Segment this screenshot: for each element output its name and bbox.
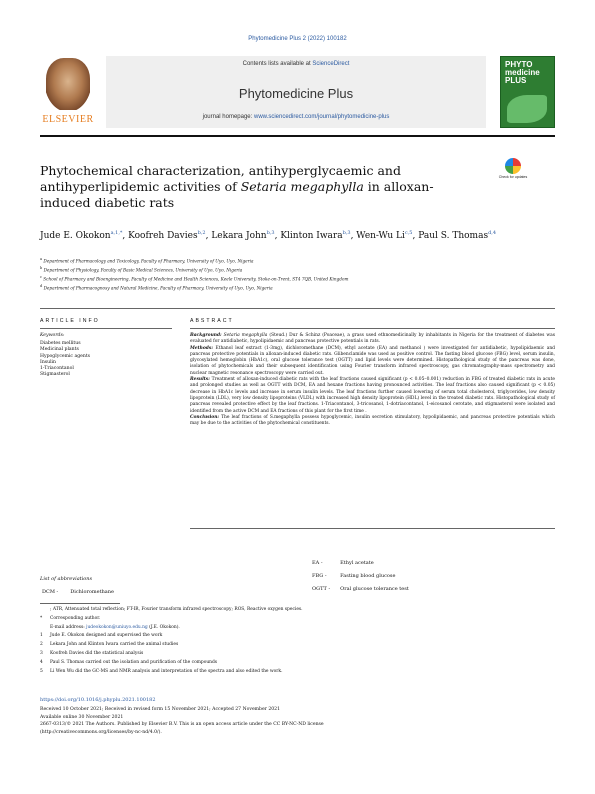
check-updates-icon [505,158,521,174]
cover-title: PHYTO medicine PLUS [505,60,540,85]
abbreviation-row: DCM - Dichloromethane [42,589,114,595]
keyword: Insulin [40,359,56,365]
keywords-title: Keywords: [40,333,65,338]
contents-line: Contents lists available at ScienceDirect [242,61,350,67]
journal-banner [106,56,486,128]
abstract-background: Background: Setaria megaphylla (Steud.) Dur & Schinz (Poaceae), a grass used ethnomedicinally by inhabitants in Nigeria for the treatment of diabetes was evaluated for antidiabetic, hypolipidaemic and pancreas protective potentials in rats. [190,333,555,345]
sciencedirect-link[interactable]: ScienceDirect [312,61,350,67]
keyword: Stigmasterol [40,372,70,378]
leaf-icon [507,95,547,123]
abbreviation-table-right [310,556,419,597]
homepage-line: journal homepage: www.sciencedirect.com/journal/phytomedicine-plus [202,114,390,120]
abstract-methods: Methods: Ethanol leaf extract (1-3mg), dichloromethane (DCM), ethyl acetate (EA) and methanol ) were investigated for antidiabetic, hypolipidaemic and pancreas protective potentials in alloxan-induced diabetic rats. Glibenclamide was used as positive control. The fasting blood glucose (FBG) level, serum insulin, glycosylated hemoglobin (HbA1c), oral glucose tolerance test (OGTT) and lipid levels were determined. Histopathological study of the pancreas was done, isolation of phytochemicals and their subsequent identification using Fourier transform infrared spectroscopy, gas chromatography-mass spectrometry and nuclear magnetic resonance spectroscopy were carried out. [190,345,555,376]
footnote-item: 5 Li Wen Wu did the GC-MS and NMR analysis and interpretation of the spectra and also edited the work. [40,668,283,674]
footnote-item: E-mail address: judeokokon@uniuyo.edu.ng (J.E. Okokon). [50,624,180,630]
journal-name: Phytomedicine Plus [238,86,354,101]
elsevier-wordmark: ELSEVIER [42,114,94,125]
elsevier-logo[interactable] [40,56,96,128]
publication-history [40,706,555,736]
abbreviation-row: FBG - Fasting blood glucose [312,573,396,579]
journal-header [40,56,555,132]
footnote-divider [40,603,120,604]
abstract-results: Results: Treatment of alloxan-induced diabetic rats with the leaf fractions caused significant (p < 0.05–0.001) reduction in FBG of treated diabetic rats in acute and prolonged studies as well as OGTT with DCM, EA and hexane fractions having pronounced activities. The leaf fractions also caused significant (p < 0.05) decrease in HbA1c levels and increase in serum insulin levels. The leaf fractions further caused lowering of serum total cholesterol, triglycerides, low density lipoprotein (LDL), very low density lipoproteins (VLDL) with increased high density lipoprotein (HDL) level in the treated diabetic rats. Histopathological study of pancreas revealed protective effect by the leaf fractions. 1-Triacontanol, 3-tricosanol, 1-dotriacontanol, 1-eicosanol cerotate, and stigmasterol were isolated and identified from the active DCM and EA fractions of this plant for the first time . [190,377,555,414]
license-url[interactable]: (http://creativecommons.org/licenses/by-nc-nd/4.0/). [40,729,162,735]
affiliation-item: $^c$ School of Pharmacy and Bioengineering, Faculty of Medicine and Health Sciences, Keele University, Stoke-on-Trent, ST4 7QB, United Kingdom [40,274,349,282]
abstract-body [190,333,555,427]
footnote-item: 3 Koofreh Davies did the statistical analysis [40,650,144,656]
author-name[interactable]: Klinton Iwara [280,231,343,241]
author-name[interactable]: Koofreh Davies [128,231,198,241]
author-name[interactable]: Wen-Wu Li [356,231,405,241]
received-dates: Received 10 October 2021; Received in revised form 15 November 2021; Accepted 27 November 2021 [40,707,281,712]
abbreviation-row: EA - Ethyl acetate [312,560,374,566]
abstract-heading: ABSTRACT [190,318,234,324]
abbreviation-row: OGTT - Oral glucose tolerance test [312,586,409,592]
abstract-divider [190,328,555,329]
elsevier-tree-icon [46,58,90,110]
email-link[interactable]: judeokokon@uniuyo.edu.ng [86,624,148,630]
footnote-item: 1 Jude E. Okokon designed and supervised the work [40,633,163,639]
journal-homepage-link[interactable]: www.sciencedirect.com/journal/phytomedicine-plus [253,114,390,120]
journal-cover[interactable] [500,56,555,128]
journal-reference[interactable]: Phytomedicine Plus 2 (2022) 100182 [248,36,347,42]
abbreviation-table-left [40,587,126,597]
article-info-divider [40,328,172,329]
available-online-date: Available online 30 November 2021 [40,714,124,720]
license-statement: 2667-0313/© 2021 The Authors. Published by Elsevier B.V. This is an open access article under the CC BY-NC-ND license [40,722,324,728]
affiliations [40,256,555,292]
footnotes [40,606,555,676]
article-title: Phytochemical characterization, antihyperglycaemic and antihyperlipidemic activities of Setaria megaphylla in alloxan-induced diabetic rats [40,163,434,210]
keyword: 1-Triacontanol [40,366,74,372]
author-name[interactable]: Jude E. Okokon [40,231,111,241]
affiliation-item: $^b$ Department of Physiology, Faculty of Basic Medical Sciences, University of Uyo, Uyo, Nigeria [40,265,243,273]
footnote-item: 2 Lekara John and Klinton Iwara carried the animal studies [40,642,179,648]
footnote-item: 4 Paul S. Thomas carried out the isolation and purification of the compounds [40,659,218,665]
footnote-item: ; ATR, Attenuated total reflection; FT-IR, Fourier transform infrared spectroscopy; ROS, Reactive oxygen species. [50,607,303,612]
author-name[interactable]: Paul S. Thomas [418,231,489,241]
doi-link[interactable]: https://doi.org/10.1016/j.phyplu.2021.100182 [40,697,156,703]
keyword: Medicinal plants [40,347,79,353]
keyword: Diabetes mellitus [40,341,81,346]
header-divider [40,135,555,137]
keyword-list [40,341,90,379]
article-info-heading: ARTICLE INFO [40,318,100,324]
abbreviations-title: List of abbreviations [40,576,93,582]
affiliation-item: $^d$ Department of Pharmacognosy and Natural Medicine, Faculty of Pharmacy, University of Uyo, Uyo, Nigeria [40,283,273,291]
author-name[interactable]: Lekara John [211,231,267,241]
keyword: Hypoglycemic agents [40,353,91,359]
section-divider [40,308,555,309]
affiliation-item: $^a$ Department of Pharmacology and Toxicology, Faculty of Pharmacy, University of Uyo, Uyo, Nigeria [40,257,254,264]
abstract-conclusion: Conclusion: The leaf fractions of S.megaphylla possess hypoglycemic, insulin secretion stimulatory, hypolipidaemic, and pancreas protective potentials which may be due to the activities of the phytochemical constituents. [190,414,555,427]
footnote-item: * Corresponding author. [40,615,101,621]
author-list: Jude E. Okokon$^{a,1,*}$, Koofreh Davies$^{b,2}$, Lekara John$^{b,3}$, Klinton Iwara$^{b,3}$, Wen-Wu Li$^{c,5}$, Paul S. Thomas$^{d,4}$ [40,230,497,241]
check-for-updates-button[interactable]: Check for updates [502,158,524,184]
abstract-end-divider [190,528,555,529]
